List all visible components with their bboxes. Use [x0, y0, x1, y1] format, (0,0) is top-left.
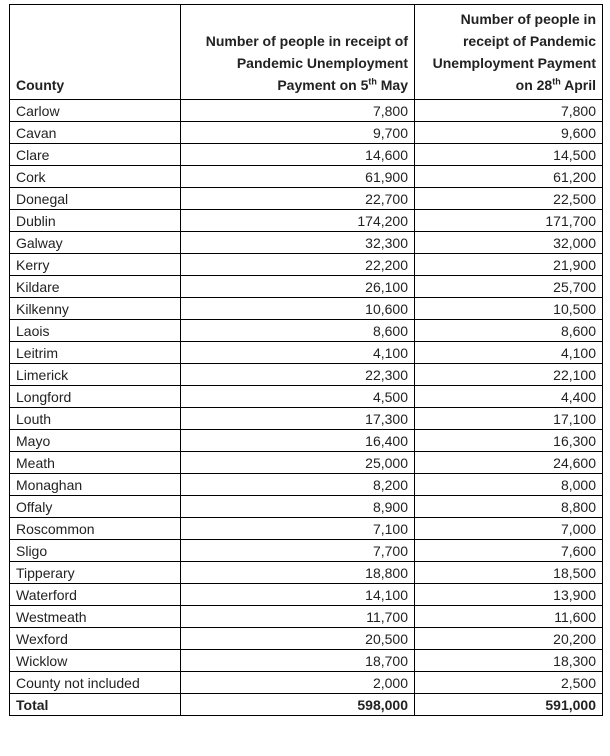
april-count: 22,100 [415, 364, 603, 386]
table-row [10, 518, 603, 540]
county-name: Cork [10, 166, 181, 188]
header-may-count [181, 5, 415, 100]
table-row [10, 584, 603, 606]
april-count: 2,500 [415, 672, 603, 694]
april-count: 7,800 [415, 100, 603, 122]
table-row [10, 606, 603, 628]
county-name: Kilkenny [10, 298, 181, 320]
may-count: 22,200 [181, 254, 415, 276]
county-name: County not included [10, 672, 181, 694]
total-may-count: 598,000 [181, 694, 415, 716]
county-name: Tipperary [10, 562, 181, 584]
april-count: 16,300 [415, 430, 603, 452]
county-name: Offaly [10, 496, 181, 518]
county-name: Meath [10, 452, 181, 474]
table-row [10, 562, 603, 584]
header-april-after: April [560, 77, 596, 93]
may-count: 61,900 [181, 166, 415, 188]
table-row [10, 210, 603, 232]
april-count: 8,000 [415, 474, 603, 496]
may-count: 14,600 [181, 144, 415, 166]
table-row [10, 672, 603, 694]
total-label: Total [10, 694, 181, 716]
table-row [10, 452, 603, 474]
april-count: 20,200 [415, 628, 603, 650]
april-count: 24,600 [415, 452, 603, 474]
header-may-after: May [376, 77, 408, 93]
table-row [10, 188, 603, 210]
table-body [10, 100, 603, 716]
table-row [10, 496, 603, 518]
county-name: Westmeath [10, 606, 181, 628]
may-count: 10,600 [181, 298, 415, 320]
table-row [10, 232, 603, 254]
april-count: 7,000 [415, 518, 603, 540]
county-name: Louth [10, 408, 181, 430]
april-count: 18,300 [415, 650, 603, 672]
table-row [10, 540, 603, 562]
may-count: 18,800 [181, 562, 415, 584]
may-count: 18,700 [181, 650, 415, 672]
header-april-text: Number of people in receipt of Pandemic Unemployment Payment on 28 [432, 11, 596, 93]
county-name: Leitrim [10, 342, 181, 364]
county-name: Laois [10, 320, 181, 342]
header-may-sup: th [368, 76, 377, 87]
pup-county-table [9, 4, 603, 716]
april-count: 9,600 [415, 122, 603, 144]
may-count: 8,200 [181, 474, 415, 496]
table-row [10, 100, 603, 122]
may-count: 17,300 [181, 408, 415, 430]
may-count: 8,900 [181, 496, 415, 518]
header-may-text: Number of people in receipt of Pandemic Unemployment Payment on 5 [205, 33, 408, 93]
table-row [10, 474, 603, 496]
county-name: Dublin [10, 210, 181, 232]
header-row [10, 5, 603, 100]
april-count: 10,500 [415, 298, 603, 320]
april-count: 8,800 [415, 496, 603, 518]
may-count: 4,100 [181, 342, 415, 364]
table-row [10, 408, 603, 430]
table-row [10, 254, 603, 276]
may-count: 22,700 [181, 188, 415, 210]
table-row [10, 430, 603, 452]
county-name: Waterford [10, 584, 181, 606]
table-row [10, 650, 603, 672]
table-row [10, 144, 603, 166]
april-count: 171,700 [415, 210, 603, 232]
may-count: 32,300 [181, 232, 415, 254]
may-count: 25,000 [181, 452, 415, 474]
may-count: 14,100 [181, 584, 415, 606]
county-name: Kerry [10, 254, 181, 276]
april-count: 18,500 [415, 562, 603, 584]
county-name: Roscommon [10, 518, 181, 540]
county-name: Clare [10, 144, 181, 166]
april-count: 7,600 [415, 540, 603, 562]
april-count: 11,600 [415, 606, 603, 628]
table-row [10, 276, 603, 298]
april-count: 4,100 [415, 342, 603, 364]
april-count: 17,100 [415, 408, 603, 430]
table-row [10, 628, 603, 650]
may-count: 22,300 [181, 364, 415, 386]
april-count: 61,200 [415, 166, 603, 188]
may-count: 7,100 [181, 518, 415, 540]
may-count: 8,600 [181, 320, 415, 342]
county-name: Longford [10, 386, 181, 408]
table-row [10, 342, 603, 364]
county-name: Cavan [10, 122, 181, 144]
county-name: Wicklow [10, 650, 181, 672]
county-name: Wexford [10, 628, 181, 650]
table-row [10, 320, 603, 342]
county-name: Sligo [10, 540, 181, 562]
table-row [10, 364, 603, 386]
april-count: 8,600 [415, 320, 603, 342]
april-count: 13,900 [415, 584, 603, 606]
county-name: Limerick [10, 364, 181, 386]
april-count: 32,000 [415, 232, 603, 254]
table-row [10, 298, 603, 320]
may-count: 4,500 [181, 386, 415, 408]
county-name: Donegal [10, 188, 181, 210]
may-count: 7,700 [181, 540, 415, 562]
table-row [10, 122, 603, 144]
total-row [10, 694, 603, 716]
april-count: 4,400 [415, 386, 603, 408]
table-row [10, 166, 603, 188]
header-county: County [10, 5, 181, 100]
county-name: Mayo [10, 430, 181, 452]
county-name: Galway [10, 232, 181, 254]
may-count: 9,700 [181, 122, 415, 144]
may-count: 26,100 [181, 276, 415, 298]
county-name: Monaghan [10, 474, 181, 496]
may-count: 2,000 [181, 672, 415, 694]
total-april-count: 591,000 [415, 694, 603, 716]
header-april-sup: th [552, 76, 561, 87]
may-count: 11,700 [181, 606, 415, 628]
april-count: 14,500 [415, 144, 603, 166]
may-count: 174,200 [181, 210, 415, 232]
april-count: 21,900 [415, 254, 603, 276]
header-april-count [415, 5, 603, 100]
may-count: 16,400 [181, 430, 415, 452]
may-count: 7,800 [181, 100, 415, 122]
may-count: 20,500 [181, 628, 415, 650]
county-name: Carlow [10, 100, 181, 122]
table-row [10, 386, 603, 408]
april-count: 22,500 [415, 188, 603, 210]
county-name: Kildare [10, 276, 181, 298]
april-count: 25,700 [415, 276, 603, 298]
